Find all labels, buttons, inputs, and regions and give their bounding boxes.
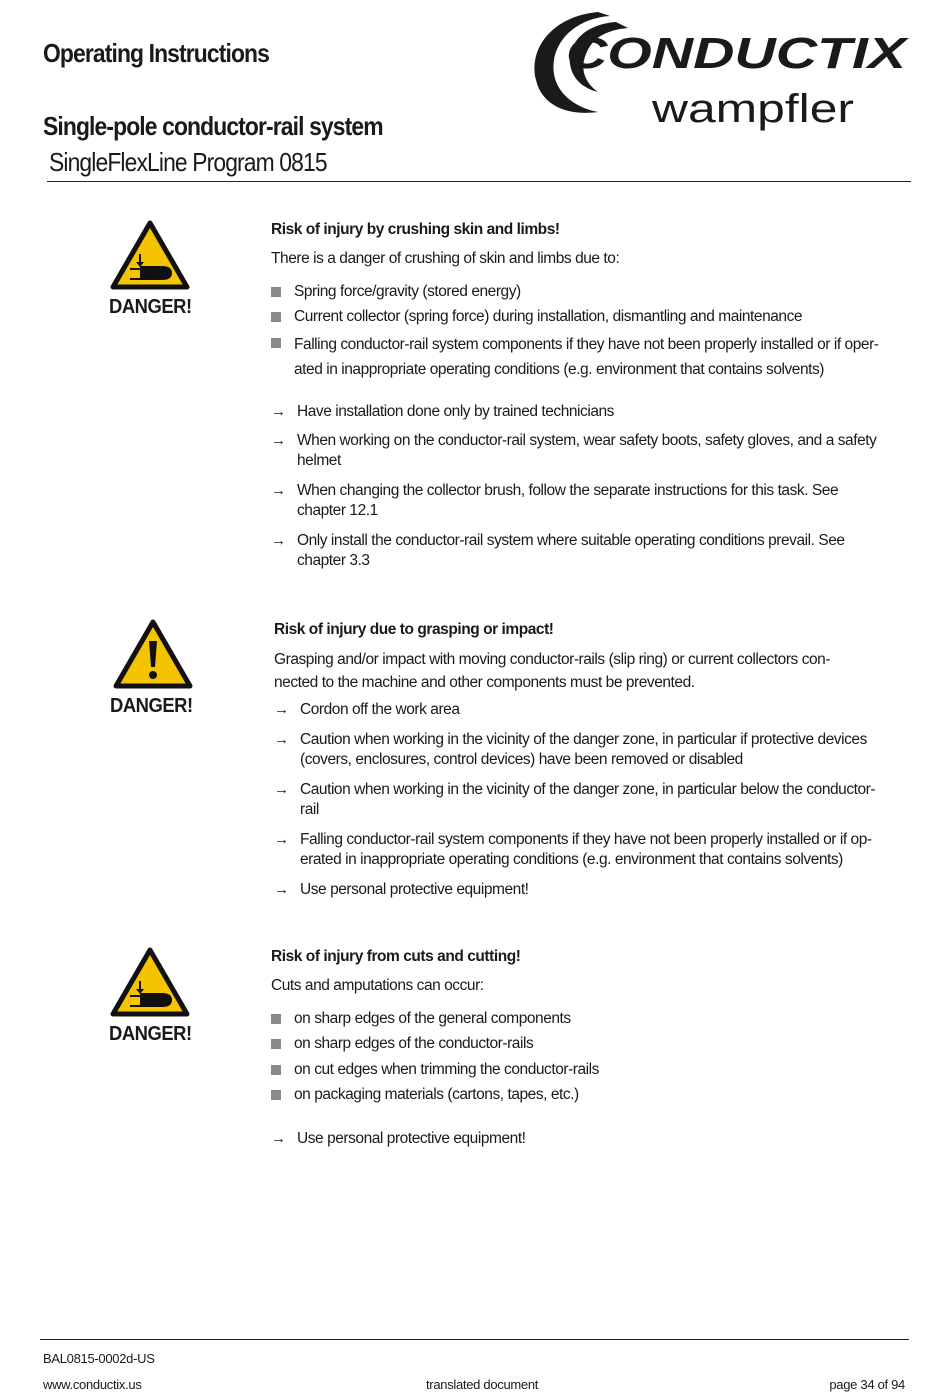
section-heading: Risk of injury from cuts and cutting!: [271, 948, 521, 965]
action-item: → Use personal protective equipment!: [271, 1130, 526, 1147]
conductix-wampfler-logo: [528, 8, 913, 138]
section-heading: Risk of injury by crushing skin and limbs!: [271, 221, 560, 238]
arrow-icon: →: [271, 403, 286, 420]
arrow-icon: →: [274, 781, 289, 798]
translation-note: translated document: [426, 1377, 539, 1392]
list-item: Current collector (spring force) during installation, dismantling and maintenance: [271, 306, 802, 328]
section-intro: Cuts and amputations can occur:: [271, 977, 484, 994]
action-item: → When changing the collector brush, follow the separate instructions for this task. See chapter 12.1: [271, 482, 839, 519]
document-id: BAL0815-0002d-US: [43, 1351, 155, 1366]
arrow-icon: →: [274, 831, 289, 848]
arrow-icon: →: [274, 731, 289, 748]
list-item: on packaging materials (cartons, tapes, etc.): [271, 1084, 579, 1106]
danger-label: DANGER!: [109, 296, 192, 318]
header-divider: [47, 181, 911, 182]
section-intro: Grasping and/or impact with moving conductor-rails (slip ring) or current collectors con- nected to the machine and other components must be prevented.: [274, 651, 831, 691]
website-link[interactable]: www.conductix.us: [43, 1377, 142, 1392]
danger-label: DANGER!: [110, 695, 193, 717]
action-item: → Only install the conductor-rail system where suitable operating conditions prevail. See chapter 3.3: [271, 532, 845, 569]
list-item: on sharp edges of the conductor-rails: [271, 1033, 533, 1055]
list-item: on cut edges when trimming the conductor-rails: [271, 1059, 599, 1081]
list-item: Falling conductor-rail system components if they have not been properly installed or if oper- ated in inappropriate operating conditions (e.g. environment that contains solvents): [271, 332, 879, 382]
section-intro: There is a danger of crushing of skin and limbs due to:: [271, 250, 620, 267]
action-item: → Caution when working in the vicinity of the danger zone, in particular if protective devices (covers, enclosures, control devices) have been removed or disabled: [274, 731, 867, 768]
page-number: page 34 of 94: [829, 1377, 905, 1392]
arrow-icon: →: [271, 432, 286, 449]
action-item: → Use personal protective equipment!: [274, 881, 529, 898]
svg-text:CONDUCTIX: CONDUCTIX: [566, 29, 910, 78]
arrow-icon: →: [271, 532, 286, 549]
arrow-icon: →: [271, 482, 286, 499]
list-item: on sharp edges of the general components: [271, 1008, 571, 1030]
document-type: Operating Instructions: [43, 38, 269, 68]
hand-crush-warning-icon: [110, 947, 190, 1017]
action-item: → Falling conductor-rail system components if they have not been properly installed or if op- erated in inappropriate operating conditions (e.g. environment that contains solvents): [274, 831, 872, 868]
arrow-icon: →: [271, 1130, 286, 1147]
danger-label: DANGER!: [109, 1023, 192, 1045]
action-item: → Caution when working in the vicinity of the danger zone, in particular below the conductor- rail: [274, 781, 876, 818]
action-item: → Have installation done only by trained technicians: [271, 403, 614, 420]
action-item: → When working on the conductor-rail system, wear safety boots, safety gloves, and a safety helmet: [271, 432, 877, 469]
svg-text:wampfler: wampfler: [650, 87, 854, 131]
footer-divider: [40, 1339, 909, 1340]
page-subtitle: SingleFlexLine Program 0815: [49, 147, 327, 177]
section-heading: Risk of injury due to grasping or impact!: [274, 621, 554, 638]
page-title: Single-pole conductor-rail system: [43, 111, 383, 141]
arrow-icon: →: [274, 881, 289, 898]
hand-crush-warning-icon: [110, 220, 190, 290]
arrow-icon: →: [274, 701, 289, 718]
list-item: Spring force/gravity (stored energy): [271, 281, 521, 303]
exclamation-warning-icon: [113, 619, 193, 689]
action-item: → Cordon off the work area: [274, 701, 460, 718]
